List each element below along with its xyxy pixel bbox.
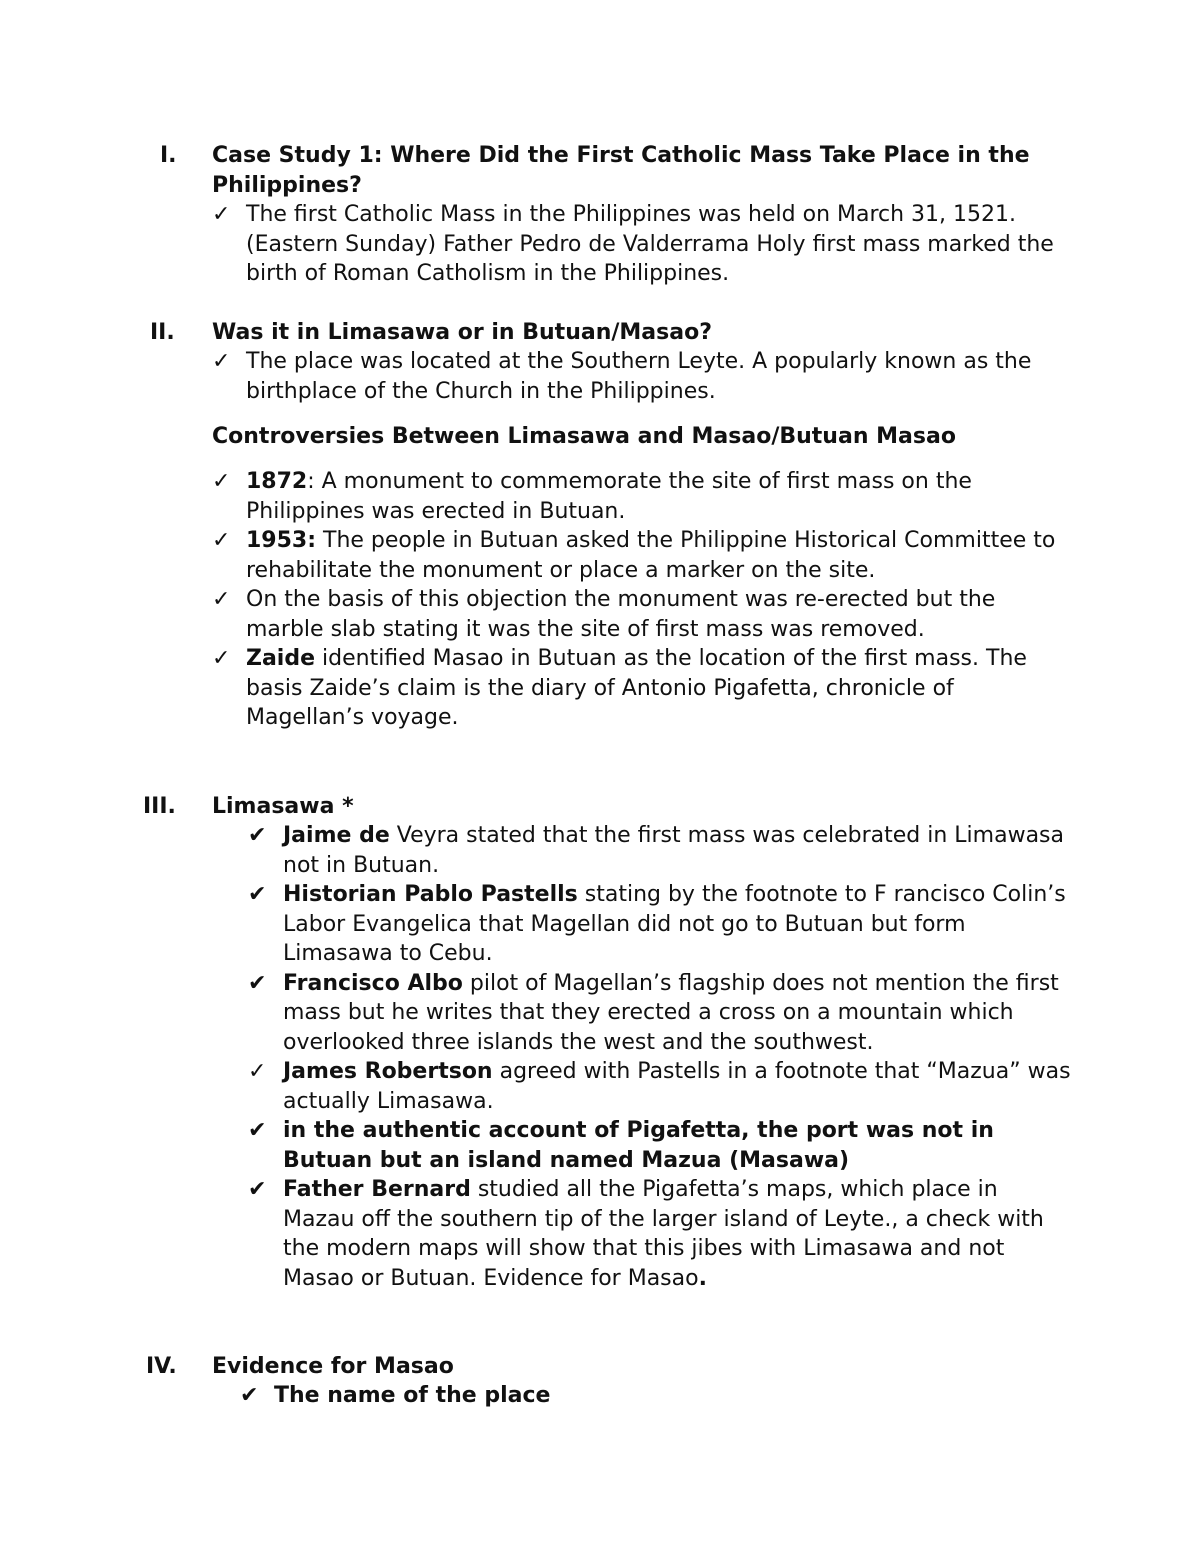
list-item — [0, 969, 1200, 1058]
checkmark-icon: ✓ — [212, 646, 231, 671]
list-item-text — [246, 526, 1066, 585]
list-item-body: pilot of Magellan’s flagship does not mention the first mass but he writes that they erected a cross on a mountain which overlooked three islands the west and the southwest. — [283, 970, 1059, 1055]
list-item — [0, 644, 1200, 733]
list-item-body: stating by the footnote to F rancisco Colin’s Labor Evangelica that Magellan did not go to Butuan but form Limasawa to Cebu. — [283, 882, 1066, 966]
list-item-body: Veyra stated that the first mass was celebrated in Limawasa not in Butuan. — [283, 823, 1064, 878]
list-item-body: agreed with Pastells in a footnote that “Mazua” was actually Limasawa. — [283, 1059, 1071, 1114]
list-item-lead: Francisco Albo — [283, 970, 463, 996]
section-numeral: III. — [143, 794, 176, 819]
subheading: Controversies Between Limasawa and Masao/Butuan Masao — [212, 424, 956, 449]
section-numeral: I. — [160, 143, 177, 168]
checkmark-icon: ✓ — [248, 1059, 267, 1084]
list-item-lead: Zaide — [246, 646, 316, 671]
list-item-text — [283, 969, 1073, 1058]
heavy-checkmark-icon: ✔ — [248, 823, 267, 848]
list-item-lead: 1953: — [246, 528, 317, 553]
list-item-lead: Jaime de — [283, 823, 390, 848]
list-item-text: in the authentic account of Pigafetta, the port was not in Butuan but an island named Mazua (Masawa) — [283, 1118, 994, 1173]
heavy-checkmark-icon: ✔ — [248, 1118, 267, 1143]
list-item — [0, 200, 1200, 289]
list-item-body: : A monument to commemorate the site of first mass on the Philippines was erected in Butuan. — [246, 469, 972, 524]
list-item-lead: Father Bernard — [283, 1177, 471, 1202]
checkmark-icon: ✓ — [212, 528, 231, 553]
list-item — [0, 1116, 1200, 1175]
section-heading: Evidence for Masao — [212, 1354, 454, 1379]
list-item-text: The first Catholic Mass in the Philippines was held on March 31, 1521. (Eastern Sunday) Father Pedro de Valderrama Holy first mass marked the birth of Roman Catholism in the Philippines. — [246, 202, 1054, 286]
list-item-text: On the basis of this objection the monument was re-erected but the marble slab stating it was the site of first mass was removed. — [246, 587, 996, 642]
heavy-checkmark-icon: ✔ — [248, 882, 267, 907]
list-item-text — [283, 1057, 1073, 1116]
list-item-body: identified Masao in Butuan as the location of the first mass. The basis Zaide’s claim is the diary of Antonio Pigafetta, chronicle of Magellan’s voyage. — [246, 646, 1027, 730]
section-heading: Case Study 1: Where Did the First Catholic Mass Take Place in the Philippines? — [212, 143, 1030, 198]
checkmark-icon: ✓ — [212, 469, 231, 494]
list-item — [0, 1057, 1200, 1116]
section-heading: Limasawa * — [212, 794, 354, 819]
section-numeral: IV. — [146, 1354, 177, 1379]
bullet-list — [0, 200, 1200, 289]
list-item-text — [283, 1175, 1073, 1293]
list-item — [0, 526, 1200, 585]
heavy-checkmark-icon: ✔ — [248, 970, 267, 996]
list-item-lead: James Robertson — [283, 1059, 493, 1084]
section-numeral: II. — [150, 320, 175, 345]
list-item-text — [246, 644, 1066, 733]
list-item — [0, 1381, 1200, 1411]
list-item-lead: Historian Pablo Pastells — [283, 882, 578, 907]
section-heading: Was it in Limasawa or in Butuan/Masao? — [212, 320, 712, 345]
list-item — [0, 1175, 1200, 1293]
list-item — [0, 347, 1200, 406]
list-item-text — [283, 880, 1073, 969]
list-item-tail: . — [698, 1265, 707, 1291]
bullet-list — [0, 1381, 1200, 1411]
list-item-lead: 1872 — [246, 469, 308, 494]
list-item — [0, 467, 1200, 526]
bullet-list — [0, 821, 1200, 1293]
list-item — [0, 821, 1200, 880]
checkmark-icon: ✓ — [212, 202, 231, 227]
checkmark-icon: ✓ — [212, 587, 231, 612]
list-item — [0, 880, 1200, 969]
list-item-body: studied all the Pigafetta’s maps, which place in Mazau off the southern tip of the larger island of Leyte., a check with the modern maps will show that this jibes with Limasawa and not Masao or Butuan. Evidence for Masao — [283, 1177, 1044, 1291]
checkmark-icon: ✓ — [212, 349, 231, 374]
heavy-checkmark-icon: ✔ — [240, 1383, 259, 1408]
list-item-text — [283, 821, 1073, 880]
list-item-text — [246, 467, 1066, 526]
controversy-list — [0, 467, 1200, 733]
list-item-body: The people in Butuan asked the Philippine Historical Committee to rehabilitate the monument or place a marker on the site. — [246, 528, 1056, 583]
list-item — [0, 585, 1200, 644]
list-item-text: The place was located at the Southern Leyte. A popularly known as the birthplace of the Church in the Philippines. — [246, 349, 1032, 404]
bullet-list — [0, 347, 1200, 406]
list-item-text: The name of the place — [274, 1383, 551, 1408]
heavy-checkmark-icon: ✔ — [248, 1177, 267, 1202]
